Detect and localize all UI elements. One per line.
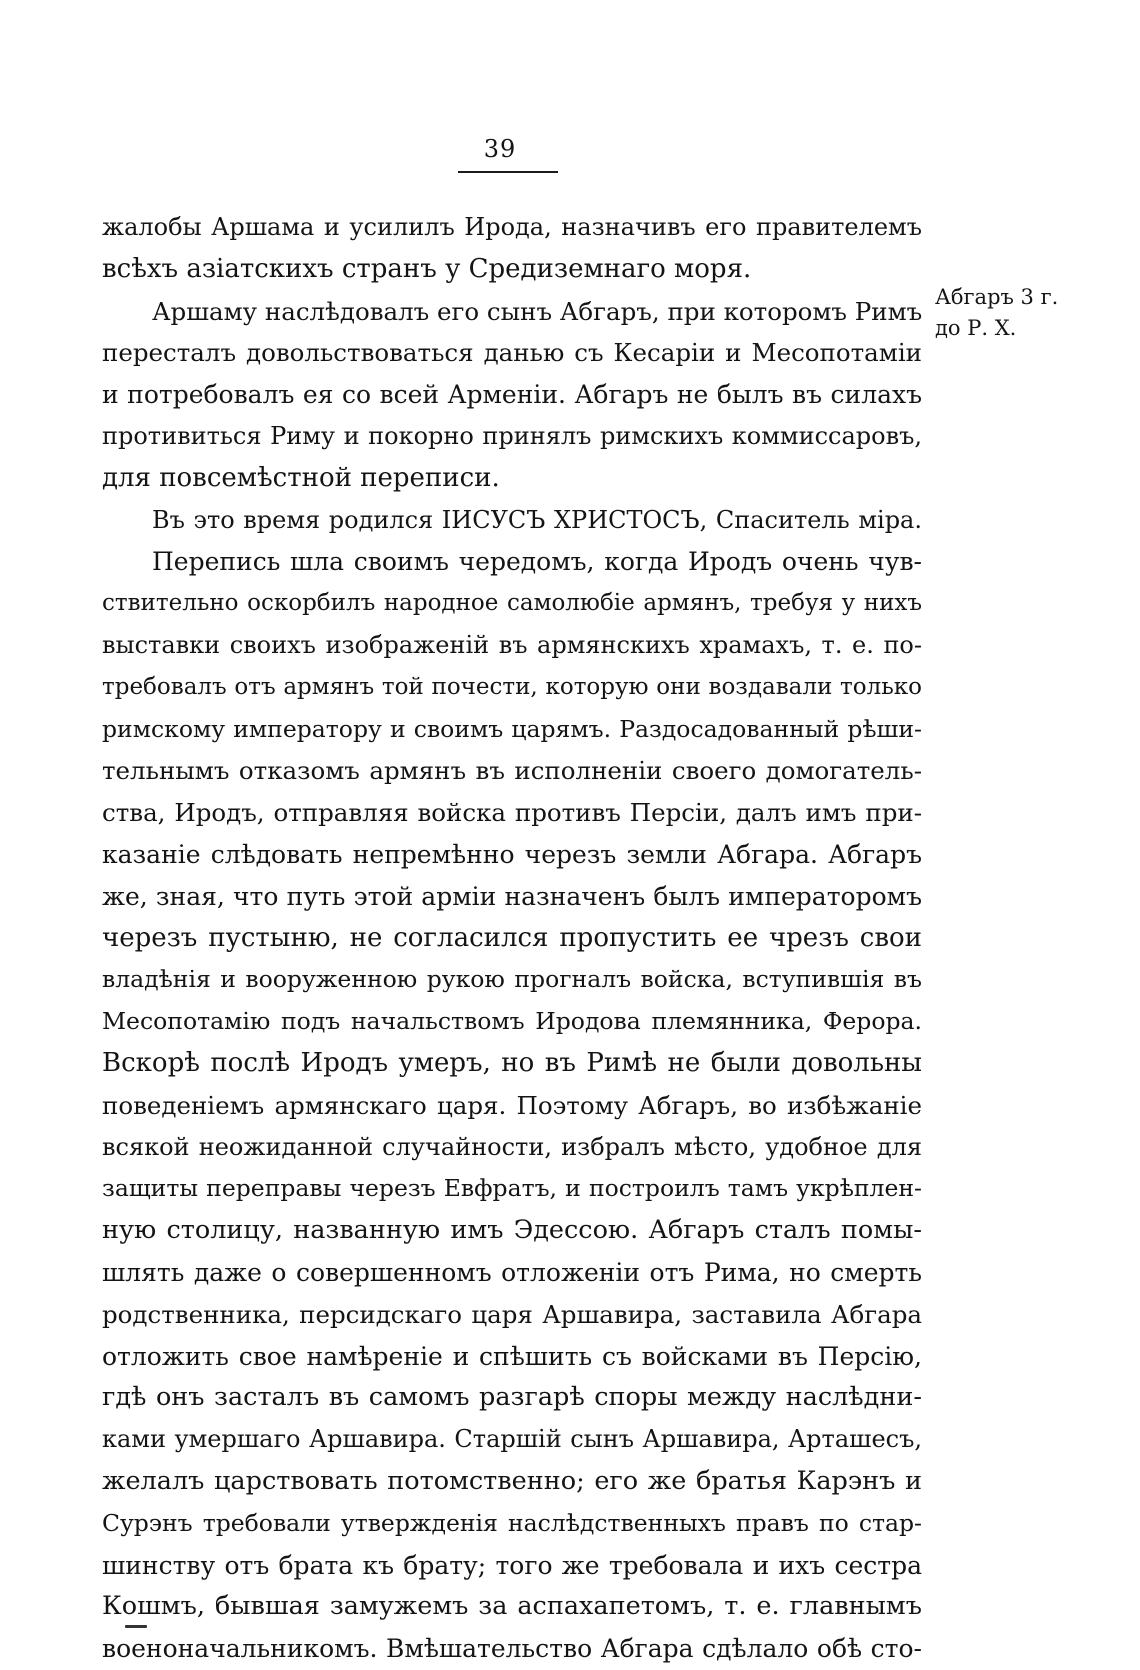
text-line: казаніе слѣдовать непремѣнно черезъ земли Абгара. Абгаръ bbox=[102, 839, 922, 869]
margin-note-line-2: до Р. Х. bbox=[935, 316, 1017, 340]
text-line: ствительно оскорбилъ народное самолюбіе армянъ, требуя у нихъ bbox=[102, 590, 922, 617]
scan-speck bbox=[125, 1625, 147, 1628]
text-line: выставки своихъ изображеній въ армянскихъ храмахъ, т. е. по- bbox=[102, 630, 922, 659]
text-line: военоначальникомъ. Вмѣшательство Абгара сдѣлало обѣ сто- bbox=[102, 1634, 922, 1664]
text-line: тельнымъ отказомъ армянъ въ исполненіи своего домогатель- bbox=[102, 756, 922, 786]
text-line: противиться Риму и покорно принялъ римскихъ коммиссаровъ, bbox=[102, 421, 922, 450]
text-line: ками умершаго Аршавира. Старшій сынъ Аршавира, Арташесъ, bbox=[102, 1425, 922, 1454]
margin-note bbox=[935, 282, 1058, 344]
text-line: требовалъ отъ армянъ той почести, которую они воздавали только bbox=[102, 673, 922, 700]
text-line: черезъ пустыню, не согласился пропустить ее чрезъ свои bbox=[102, 922, 922, 953]
text-line: всякой неожиданной случайности, избралъ мѣсто, удобное для bbox=[102, 1132, 922, 1161]
page-number-rule bbox=[458, 171, 558, 173]
text-line: ную столицу, названную имъ Эдессою. Абгаръ сталъ помы- bbox=[102, 1215, 922, 1246]
text-line: владѣнія и вооруженною рукою прогналъ войска, вступившія въ bbox=[102, 965, 922, 994]
page-number: 39 bbox=[483, 135, 517, 163]
text-line: всѣхъ азіатскихъ странъ у Средиземнаго моря. bbox=[102, 253, 752, 284]
margin-note-line-1: Абгаръ 3 г. bbox=[935, 285, 1059, 309]
text-line: поведеніемъ армянскаго царя. Поэтому Абгаръ, во избѣжаніе bbox=[102, 1090, 922, 1120]
text-line: пересталъ довольствоваться данью съ Кесаріи и Месопотаміи bbox=[102, 338, 922, 368]
text-line: Въ это время родился ІИСУСЪ ХРИСТОСЪ, Спаситель міра. bbox=[152, 505, 922, 534]
text-line: желалъ царствовать потомственно; его же братья Карэнъ и bbox=[102, 1465, 922, 1496]
text-line: родственника, персидскаго царя Аршавира, заставила Абгара bbox=[102, 1299, 922, 1329]
text-line: ства, Иродъ, отправляя войска противъ Персіи, далъ имъ при- bbox=[102, 798, 922, 828]
text-line: шинству отъ брата къ брату; того же требовала и ихъ сестра bbox=[102, 1550, 922, 1580]
body-text bbox=[102, 207, 922, 1670]
text-line: Перепись шла своимъ чередомъ, когда Иродъ очень чув- bbox=[152, 547, 922, 577]
text-line: Сурэнъ требовали утвержденія наслѣдственныхъ правъ по стар- bbox=[102, 1508, 922, 1537]
text-line: отложить свое намѣреніе и спѣшить съ войсками въ Персію, bbox=[102, 1341, 922, 1371]
text-line: Аршаму наслѣдовалъ его сынъ Абгаръ, при которомъ Римъ bbox=[152, 296, 923, 326]
text-line: жалобы Аршама и усилилъ Ирода, назначивъ его правителемъ bbox=[102, 213, 922, 241]
text-line: Кошмъ, бывшая замужемъ за аспахапетомъ, т. е. главнымъ bbox=[102, 1591, 922, 1622]
text-line: гдѣ онъ засталъ въ самомъ разгарѣ споры между наслѣдни- bbox=[102, 1382, 922, 1413]
text-line: Месопотамію подъ начальствомъ Иродова племянника, Ферора. bbox=[102, 1007, 922, 1036]
text-line: и потребовалъ ея со всей Арменіи. Абгаръ не былъ въ силахъ bbox=[102, 380, 922, 410]
text-line: римскому императору и своимъ царямъ. Раздосадованный рѣши- bbox=[102, 714, 922, 743]
text-line: же, зная, что путь этой арміи назначенъ былъ императоромъ bbox=[102, 881, 922, 911]
text-line: Вскорѣ послѣ Иродъ умеръ, но въ Римѣ не были довольны bbox=[102, 1047, 922, 1078]
text-line: для повсемѣстной переписи. bbox=[102, 462, 500, 493]
text-line: шлять даже о совершенномъ отложеніи отъ Рима, но смерть bbox=[102, 1257, 922, 1287]
text-line: защиты переправы черезъ Евфратъ, и построилъ тамъ укрѣплен- bbox=[102, 1174, 922, 1203]
